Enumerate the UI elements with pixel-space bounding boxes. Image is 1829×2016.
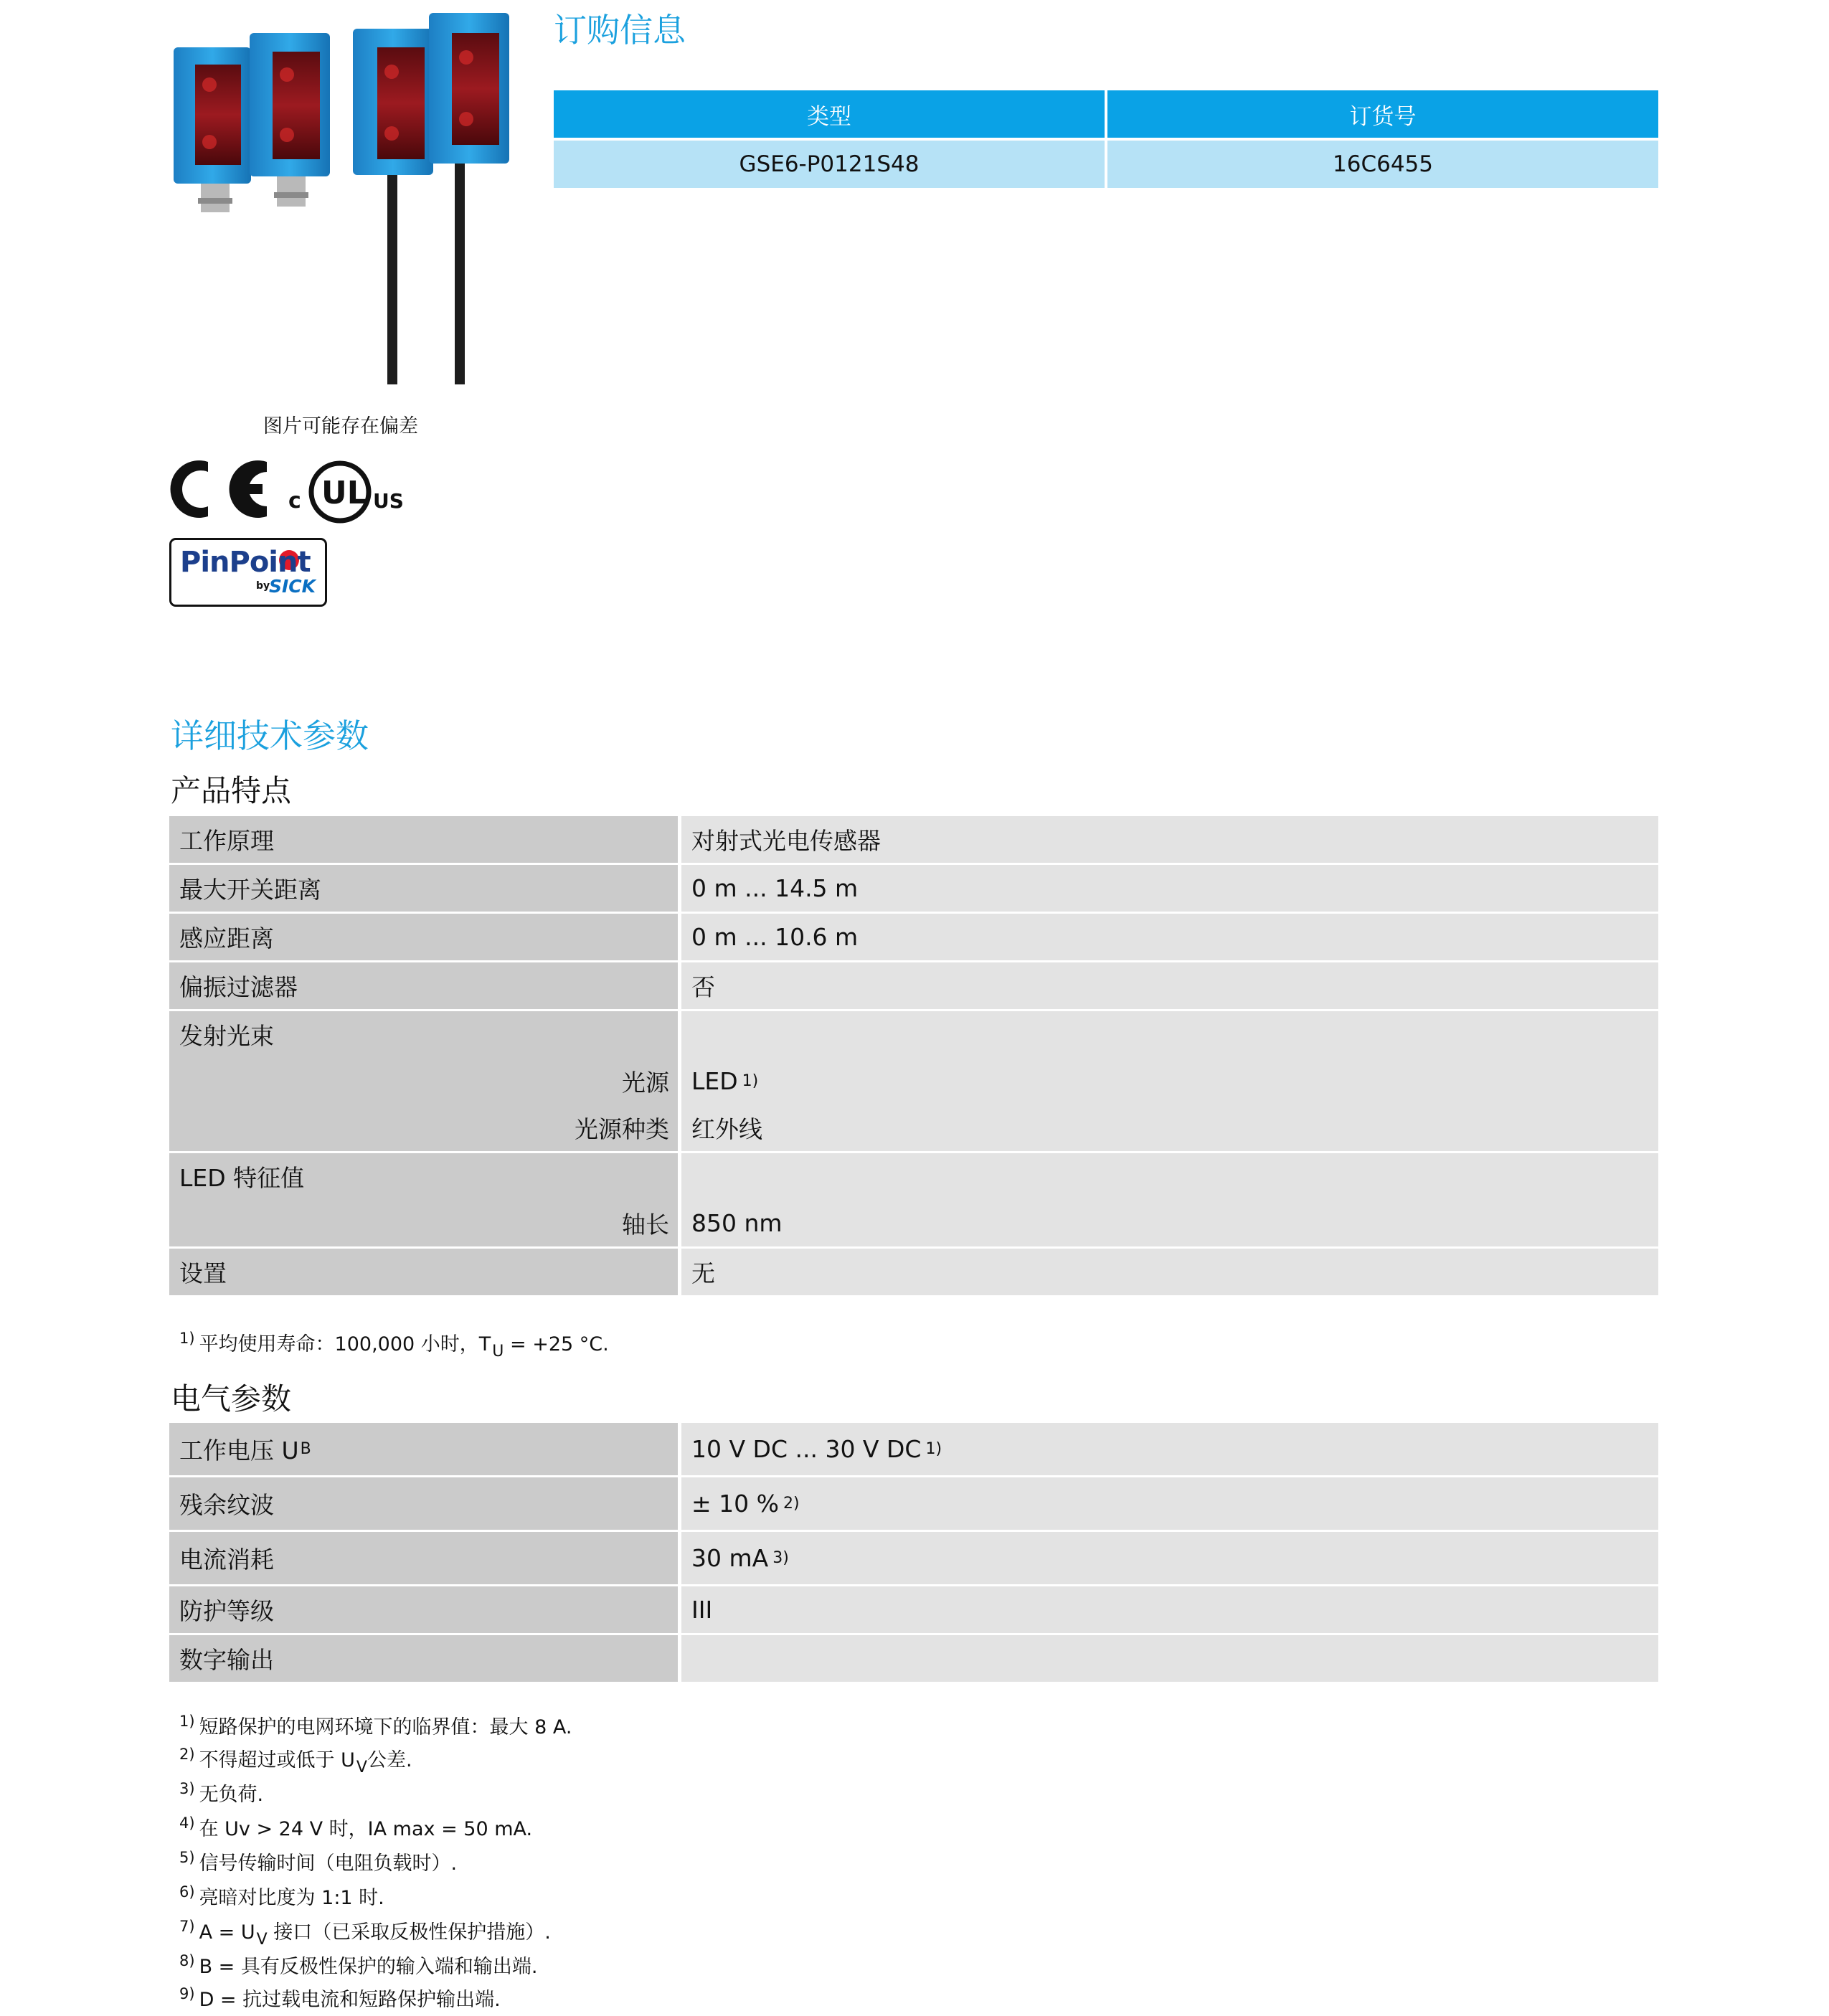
spec-value [691, 1635, 1658, 1682]
spec-label: 偏振过滤器 [179, 973, 298, 1001]
pinpoint-logo [169, 538, 327, 607]
footnote-text: 在 Uv > 24 V 时，IA max = 50 mA. [199, 1818, 533, 1840]
ul-us-text: US [373, 489, 404, 513]
features-table [169, 816, 1658, 1295]
footnote-item [179, 1744, 412, 1776]
footnote-number: 1) [179, 1330, 195, 1347]
spec-label: LED 特征值 [179, 1164, 305, 1192]
spec-label: 设置 [179, 1259, 227, 1287]
ordering-title: 订购信息 [554, 11, 686, 49]
footnote-text: 不得超过或低于 U [199, 1749, 355, 1771]
footnote-number: 7) [179, 1918, 195, 1935]
table-row [169, 1532, 1658, 1584]
features-title: 产品特点 [171, 773, 292, 808]
footnote-item [179, 1951, 537, 1979]
features-footnote [179, 1328, 609, 1360]
table-row [169, 1477, 1658, 1530]
spec-label-subscript: B [300, 1440, 311, 1458]
spec-sub-label: 轴长 [622, 1211, 669, 1239]
ordering-header-order-no: 订货号 [1107, 90, 1658, 138]
footnote-subscript: V [356, 1759, 367, 1776]
table-row [169, 1586, 1658, 1633]
table-row [169, 816, 1658, 863]
spec-value: 无 [691, 1259, 715, 1287]
footnote-ref: 1) [742, 1072, 759, 1090]
photo-caption: 图片可能存在偏差 [263, 415, 418, 437]
footnote-subscript: V [256, 1931, 268, 1949]
spec-value [691, 1477, 1658, 1530]
pinpoint-sick: SICK [269, 576, 316, 597]
spec-value [691, 1532, 1658, 1584]
footnote-item [179, 1711, 572, 1739]
spec-label: 发射光束 [179, 1022, 274, 1050]
electrical-table [169, 1423, 1658, 1682]
spec-value [691, 1153, 1658, 1200]
spec-value: 850 nm [691, 1209, 783, 1237]
spec-sub-label: 光源 [622, 1069, 669, 1097]
pinpoint-by: by [256, 580, 270, 592]
footnote-text: 短路保护的电网环境下的临界值：最大 8 A. [199, 1716, 572, 1738]
footnote-text: B = 具有反极性保护的输入端和输出端. [199, 1956, 538, 1978]
footnote-text: 平均使用寿命：100,000 小时，T [199, 1333, 491, 1355]
ul-c-text: c [288, 488, 301, 514]
spec-label [179, 1423, 678, 1475]
spec-value: 0 m ... 10.6 m [691, 923, 859, 951]
footnote-text: 公差. [367, 1749, 412, 1771]
ordering-order-no-value: 16C6455 [1107, 141, 1658, 188]
ordering-data-row [554, 141, 1658, 188]
table-row [169, 1635, 1658, 1682]
spec-label-text: 工作电压 U [179, 1437, 299, 1464]
spec-label: 工作原理 [179, 827, 274, 855]
footnote-text: 接口（已采取反极性保护措施）. [267, 1921, 551, 1944]
spec-label: 数字输出 [179, 1646, 274, 1674]
pinpoint-word: PinPoint [180, 546, 311, 579]
footnote-number: 9) [179, 1985, 195, 2002]
spec-value [691, 1011, 1658, 1058]
footnote-text: 亮暗对比度为 1:1 时. [199, 1887, 384, 1909]
footnote-ref: 1) [925, 1440, 942, 1458]
electrical-title: 电气参数 [171, 1381, 292, 1416]
footnote-item [179, 1847, 457, 1875]
footnote-item [179, 1984, 501, 2012]
footnote-number: 4) [179, 1814, 195, 1832]
footnote-text: A = U [199, 1921, 255, 1944]
product-photo [165, 13, 516, 386]
spec-value: 0 m ... 14.5 m [691, 874, 859, 902]
spec-label: 最大开关距离 [179, 876, 321, 904]
footnote-number: 5) [179, 1849, 195, 1866]
footnote-text: = +25 °C. [504, 1333, 609, 1355]
footnote-text: 信号传输时间（电阻负载时）. [199, 1852, 458, 1875]
footnote-item [179, 1813, 532, 1841]
table-row [169, 1153, 1658, 1246]
tech-title: 详细技术参数 [171, 716, 369, 755]
spec-label: 防护等级 [179, 1597, 274, 1625]
spec-label: 电流消耗 [179, 1546, 274, 1573]
table-row [169, 962, 1658, 1009]
spec-value: 对射式光电传感器 [691, 827, 881, 855]
table-row [169, 914, 1658, 960]
ordering-header-type: 类型 [554, 90, 1105, 138]
footnote-text: D = 抗过载电流和短路保护输出端. [199, 1989, 501, 2011]
table-row [169, 1423, 1658, 1475]
footnote-number: 1) [179, 1713, 195, 1730]
spec-value-text: 10 V DC ... 30 V DC [691, 1435, 922, 1463]
ce-mark-logo [166, 453, 273, 525]
footnote-number: 8) [179, 1952, 195, 1969]
footnote-item [179, 1916, 551, 1949]
spec-value-text: 30 mA [691, 1544, 769, 1572]
ordering-header-row [554, 90, 1658, 138]
footnote-item [179, 1882, 384, 1910]
culus-logo [285, 456, 407, 528]
spec-value: III [691, 1596, 713, 1624]
table-row [169, 1011, 1658, 1151]
table-row [169, 1249, 1658, 1295]
spec-value-text: ± 10 % [691, 1490, 779, 1518]
ordering-table [554, 90, 1658, 188]
footnote-subscript: U [492, 1343, 504, 1360]
spec-sub-label: 光源种类 [575, 1115, 669, 1143]
footnote-ref: 2) [783, 1495, 800, 1513]
footnote-number: 6) [179, 1883, 195, 1901]
spec-value-text: LED [691, 1067, 738, 1095]
footnote-text: 无负荷. [199, 1784, 264, 1806]
ul-mark-text: UL [321, 475, 367, 511]
footnote-item [179, 1779, 263, 1807]
footnote-ref: 3) [772, 1549, 789, 1567]
ordering-type-value: GSE6-P0121S48 [554, 141, 1105, 188]
spec-label: 残余纹波 [179, 1491, 274, 1519]
spec-label: 感应距离 [179, 924, 274, 952]
footnote-number: 3) [179, 1780, 195, 1797]
spec-value [691, 1423, 1658, 1475]
spec-value [691, 1058, 1658, 1104]
table-row [169, 865, 1658, 912]
spec-value: 红外线 [691, 1115, 762, 1143]
spec-value: 否 [691, 973, 715, 1001]
footnote-number: 2) [179, 1746, 195, 1763]
